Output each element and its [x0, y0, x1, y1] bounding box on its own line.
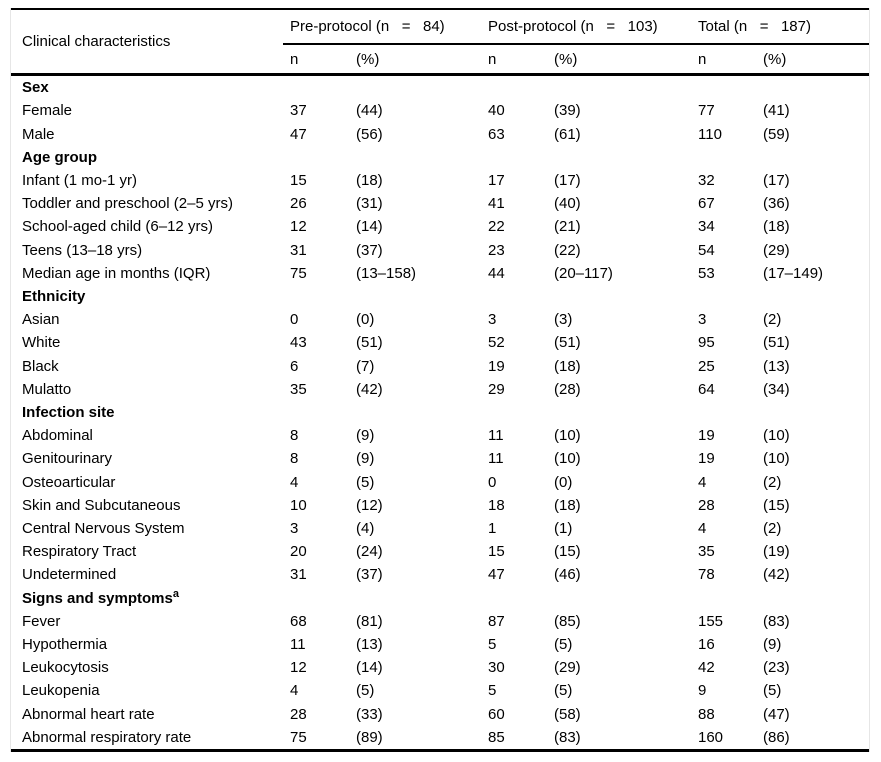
row-label [11, 567, 290, 582]
row-label-text: Female [22, 102, 73, 120]
row-label-text: Infection site [22, 403, 115, 421]
table-row [11, 702, 869, 725]
cell-total-pct: (2) [763, 311, 782, 329]
table-row [11, 331, 869, 354]
row-label-text: Teens (13–18 yrs) [22, 241, 143, 259]
table-row [11, 262, 869, 285]
cell-pre-pct: (13) [356, 635, 383, 653]
row-label [11, 266, 290, 281]
cell-total-pct: (47) [763, 705, 790, 723]
cell-total-pct: (5) [763, 682, 782, 700]
cell-post-pct: (85) [554, 612, 581, 630]
row-label-text: Hypothermia [22, 635, 108, 653]
cell-total-pct: (59) [763, 125, 790, 143]
cell-total-pct: (9) [763, 635, 782, 653]
row-label [11, 80, 290, 95]
table-row [11, 447, 869, 470]
cell-post-n: 11 [488, 427, 504, 445]
cell-total-n: 35 [698, 543, 715, 561]
cell-post-n: 52 [488, 334, 505, 352]
cell-total-pct: (19) [763, 543, 790, 561]
section-row [11, 586, 869, 609]
cell-post-n: 60 [488, 705, 505, 723]
row-label [11, 196, 290, 211]
row-label [11, 127, 290, 142]
cell-total-pct: (86) [763, 728, 790, 746]
subheader-pre-n: n [290, 50, 299, 68]
row-label-text: Ethnicity [22, 287, 86, 305]
cell-total-pct: (10) [763, 450, 790, 468]
row-label-text: Sex [22, 79, 49, 97]
row-label-text: Undetermined [22, 566, 117, 584]
cell-post-pct: (15) [554, 543, 581, 561]
cell-post-pct: (18) [554, 496, 581, 514]
cell-pre-pct: (7) [356, 357, 375, 375]
cell-pre-pct: (12) [356, 496, 383, 514]
table-row [11, 122, 869, 145]
row-label [11, 103, 290, 118]
cell-pre-n: 15 [290, 171, 307, 189]
cell-post-pct: (61) [554, 125, 581, 143]
cell-post-n: 1 [488, 519, 497, 537]
cell-post-pct: (58) [554, 705, 581, 723]
subheader-total-n: n [698, 50, 707, 68]
cell-post-pct: (1) [554, 519, 573, 537]
cell-pre-pct: (4) [356, 519, 375, 537]
row-label [11, 475, 290, 490]
cell-total-n: 4 [698, 519, 707, 537]
row-label [11, 289, 290, 304]
cell-pre-n: 26 [290, 195, 307, 213]
table-row [11, 169, 869, 192]
subheader-pre-pct: (%) [356, 50, 380, 68]
cell-pre-pct: (56) [356, 125, 383, 143]
group-header-total: Total (n = 187) [698, 18, 811, 35]
cell-total-pct: (42) [763, 566, 790, 584]
cell-pre-n: 11 [290, 635, 306, 653]
row-label [11, 219, 290, 234]
row-label [11, 451, 290, 466]
subheader-total-pct: (%) [763, 50, 787, 68]
cell-total-pct: (15) [763, 496, 790, 514]
cell-pre-pct: (14) [356, 659, 383, 677]
row-label-text: Leukocytosis [22, 659, 109, 677]
cell-pre-n: 4 [290, 473, 299, 491]
row-label-text: Respiratory Tract [22, 543, 137, 561]
row-label-text: Abnormal heart rate [22, 705, 155, 723]
table-row [11, 494, 869, 517]
cell-pre-pct: (0) [356, 311, 375, 329]
cell-post-n: 44 [488, 264, 505, 282]
row-label-text: Genitourinary [22, 450, 113, 468]
cell-total-n: 32 [698, 171, 715, 189]
cell-post-pct: (20–117) [554, 264, 613, 282]
cell-total-n: 16 [698, 635, 715, 653]
cell-pre-pct: (14) [356, 218, 383, 236]
row-label [11, 587, 290, 607]
cell-pre-pct: (13–158) [356, 264, 417, 282]
cell-total-pct: (51) [763, 334, 790, 352]
cell-pre-n: 31 [290, 241, 307, 259]
row-label-text: Asian [22, 311, 60, 329]
table-header [11, 10, 869, 73]
cell-total-pct: (10) [763, 427, 790, 445]
cell-post-pct: (46) [554, 566, 581, 584]
cell-total-n: 19 [698, 427, 715, 445]
cell-post-pct: (10) [554, 450, 581, 468]
cell-total-n: 155 [698, 612, 724, 630]
table-row [11, 192, 869, 215]
row-label [11, 614, 290, 629]
table-row [11, 99, 869, 122]
cell-pre-n: 75 [290, 728, 307, 746]
cell-total-n: 28 [698, 496, 715, 514]
row-label-text: Central Nervous System [22, 519, 185, 537]
cell-total-n: 88 [698, 705, 715, 723]
cell-post-pct: (10) [554, 427, 581, 445]
cell-pre-pct: (37) [356, 566, 383, 584]
cell-post-pct: (83) [554, 728, 581, 746]
cell-post-pct: (17) [554, 171, 581, 189]
section-row [11, 76, 869, 99]
cell-total-n: 3 [698, 311, 707, 329]
cell-post-n: 40 [488, 102, 505, 120]
cell-pre-n: 35 [290, 380, 307, 398]
cell-total-n: 78 [698, 566, 715, 584]
cell-pre-pct: (51) [356, 334, 383, 352]
row-label-text: Black [22, 357, 59, 375]
cell-post-n: 23 [488, 241, 505, 259]
cell-post-n: 22 [488, 218, 505, 236]
row-label [11, 498, 290, 513]
row-label-text: Mulatto [22, 380, 72, 398]
cell-post-pct: (28) [554, 380, 581, 398]
row-label [11, 521, 290, 536]
table-row [11, 679, 869, 702]
cell-post-n: 15 [488, 543, 505, 561]
section-row [11, 401, 869, 424]
cell-post-n: 18 [488, 496, 505, 514]
cell-pre-n: 75 [290, 264, 307, 282]
cell-post-n: 29 [488, 380, 505, 398]
cell-pre-pct: (24) [356, 543, 383, 561]
cell-total-n: 34 [698, 218, 715, 236]
row-label [11, 335, 290, 350]
cell-pre-n: 10 [290, 496, 307, 514]
cell-pre-n: 43 [290, 334, 307, 352]
cell-post-pct: (5) [554, 682, 573, 700]
cell-pre-pct: (9) [356, 450, 375, 468]
cell-pre-n: 0 [290, 311, 299, 329]
cell-total-pct: (2) [763, 519, 782, 537]
row-label-text: Skin and Subcutaneous [22, 496, 181, 514]
cell-post-n: 30 [488, 659, 505, 677]
cell-pre-n: 12 [290, 218, 307, 236]
cell-total-pct: (29) [763, 241, 790, 259]
cell-total-n: 64 [698, 380, 715, 398]
cell-pre-pct: (18) [356, 171, 383, 189]
cell-pre-n: 47 [290, 125, 307, 143]
cell-post-n: 0 [488, 473, 497, 491]
cell-post-pct: (40) [554, 195, 581, 213]
cell-post-pct: (22) [554, 241, 581, 259]
row-label-text: Signs and symptoms [22, 589, 173, 607]
cell-post-pct: (29) [554, 659, 581, 677]
footnote-marker: a [172, 587, 179, 600]
cell-pre-pct: (89) [356, 728, 383, 746]
cell-pre-pct: (44) [356, 102, 383, 120]
cell-total-n: 42 [698, 659, 715, 677]
table-row [11, 656, 869, 679]
cell-pre-n: 8 [290, 427, 299, 445]
table-row [11, 378, 869, 401]
cell-post-n: 5 [488, 635, 497, 653]
table-row [11, 215, 869, 238]
cell-pre-pct: (5) [356, 682, 375, 700]
row-label [11, 243, 290, 258]
table-body [11, 76, 869, 749]
cell-pre-n: 4 [290, 682, 299, 700]
cell-pre-n: 68 [290, 612, 307, 630]
cell-total-pct: (83) [763, 612, 790, 630]
cell-post-n: 17 [488, 171, 505, 189]
row-label [11, 173, 290, 188]
cell-total-n: 67 [698, 195, 715, 213]
cell-total-pct: (34) [763, 380, 790, 398]
clinical-characteristics-table [10, 8, 870, 752]
cell-post-pct: (51) [554, 334, 581, 352]
row-label [11, 660, 290, 675]
cell-pre-n: 20 [290, 543, 307, 561]
row-label-text: Abdominal [22, 427, 93, 445]
cell-total-n: 110 [698, 125, 722, 143]
section-row [11, 285, 869, 308]
cell-pre-n: 37 [290, 102, 307, 120]
table-row [11, 633, 869, 656]
cell-pre-pct: (37) [356, 241, 383, 259]
cell-post-n: 63 [488, 125, 505, 143]
cell-total-pct: (17) [763, 171, 790, 189]
cell-post-n: 47 [488, 566, 505, 584]
row-label-text: Leukopenia [22, 682, 100, 700]
table-bottom-rule [11, 749, 869, 752]
cell-pre-pct: (31) [356, 195, 383, 213]
row-label-text: Toddler and preschool (2–5 yrs) [22, 195, 233, 213]
table-row [11, 354, 869, 377]
row-label [11, 359, 290, 374]
cell-total-n: 95 [698, 334, 715, 352]
row-label-text: Osteoarticular [22, 473, 116, 491]
row-label [11, 150, 290, 165]
row-label [11, 730, 290, 745]
cell-post-n: 5 [488, 682, 497, 700]
table-row [11, 238, 869, 261]
table-row [11, 308, 869, 331]
table-row [11, 424, 869, 447]
cell-pre-pct: (81) [356, 612, 383, 630]
cell-post-n: 3 [488, 311, 497, 329]
cell-total-n: 77 [698, 102, 715, 120]
row-label [11, 707, 290, 722]
row-label [11, 405, 290, 420]
cell-pre-pct: (5) [356, 473, 375, 491]
cell-pre-pct: (33) [356, 705, 383, 723]
row-header-label: Clinical characteristics [22, 33, 171, 50]
group-header-post-protocol: Post-protocol (n = 103) [488, 18, 658, 35]
cell-pre-n: 8 [290, 450, 299, 468]
row-label-text: Abnormal respiratory rate [22, 728, 192, 746]
table-row [11, 470, 869, 493]
row-label [11, 382, 290, 397]
cell-post-n: 87 [488, 612, 505, 630]
cell-total-pct: (36) [763, 195, 790, 213]
cell-total-pct: (17–149) [763, 264, 824, 282]
cell-total-n: 4 [698, 473, 707, 491]
table-row [11, 610, 869, 633]
cell-post-pct: (0) [554, 473, 573, 491]
cell-post-n: 19 [488, 357, 505, 375]
cell-pre-n: 31 [290, 566, 307, 584]
cell-pre-n: 28 [290, 705, 307, 723]
cell-post-n: 11 [488, 450, 504, 468]
row-label [11, 683, 290, 698]
cell-total-pct: (23) [763, 659, 790, 677]
cell-post-pct: (5) [554, 635, 573, 653]
table-row [11, 563, 869, 586]
cell-total-n: 9 [698, 682, 707, 700]
cell-post-pct: (18) [554, 357, 581, 375]
cell-total-pct: (2) [763, 473, 782, 491]
row-label [11, 312, 290, 327]
cell-post-pct: (21) [554, 218, 581, 236]
cell-post-pct: (39) [554, 102, 581, 120]
row-label-text: Fever [22, 612, 61, 630]
cell-post-n: 85 [488, 728, 505, 746]
cell-total-n: 25 [698, 357, 715, 375]
row-label-text: Male [22, 125, 55, 143]
row-label [11, 544, 290, 559]
group-header-pre-protocol: Pre-protocol (n = 84) [290, 18, 445, 35]
table-row [11, 540, 869, 563]
section-row [11, 146, 869, 169]
cell-pre-n: 6 [290, 357, 299, 375]
subheader-post-n: n [488, 50, 497, 68]
cell-pre-n: 12 [290, 659, 307, 677]
cell-pre-pct: (42) [356, 380, 383, 398]
row-label-text: Infant (1 mo-1 yr) [22, 171, 138, 189]
subheader-post-pct: (%) [554, 50, 578, 68]
cell-total-n: 54 [698, 241, 715, 259]
table-row [11, 726, 869, 749]
row-label [11, 637, 290, 652]
cell-pre-n: 3 [290, 519, 299, 537]
cell-pre-pct: (9) [356, 427, 375, 445]
cell-total-pct: (18) [763, 218, 790, 236]
row-label-text: School-aged child (6–12 yrs) [22, 218, 213, 236]
cell-post-n: 41 [488, 195, 505, 213]
cell-post-pct: (3) [554, 311, 573, 329]
row-label-text: White [22, 334, 61, 352]
row-label [11, 428, 290, 443]
table-row [11, 517, 869, 540]
row-label-text: Age group [22, 148, 97, 166]
cell-total-n: 19 [698, 450, 715, 468]
cell-total-n: 160 [698, 728, 724, 746]
cell-total-pct: (41) [763, 102, 790, 120]
cell-total-pct: (13) [763, 357, 790, 375]
cell-total-n: 53 [698, 264, 715, 282]
row-label-text: Median age in months (IQR) [22, 264, 211, 282]
